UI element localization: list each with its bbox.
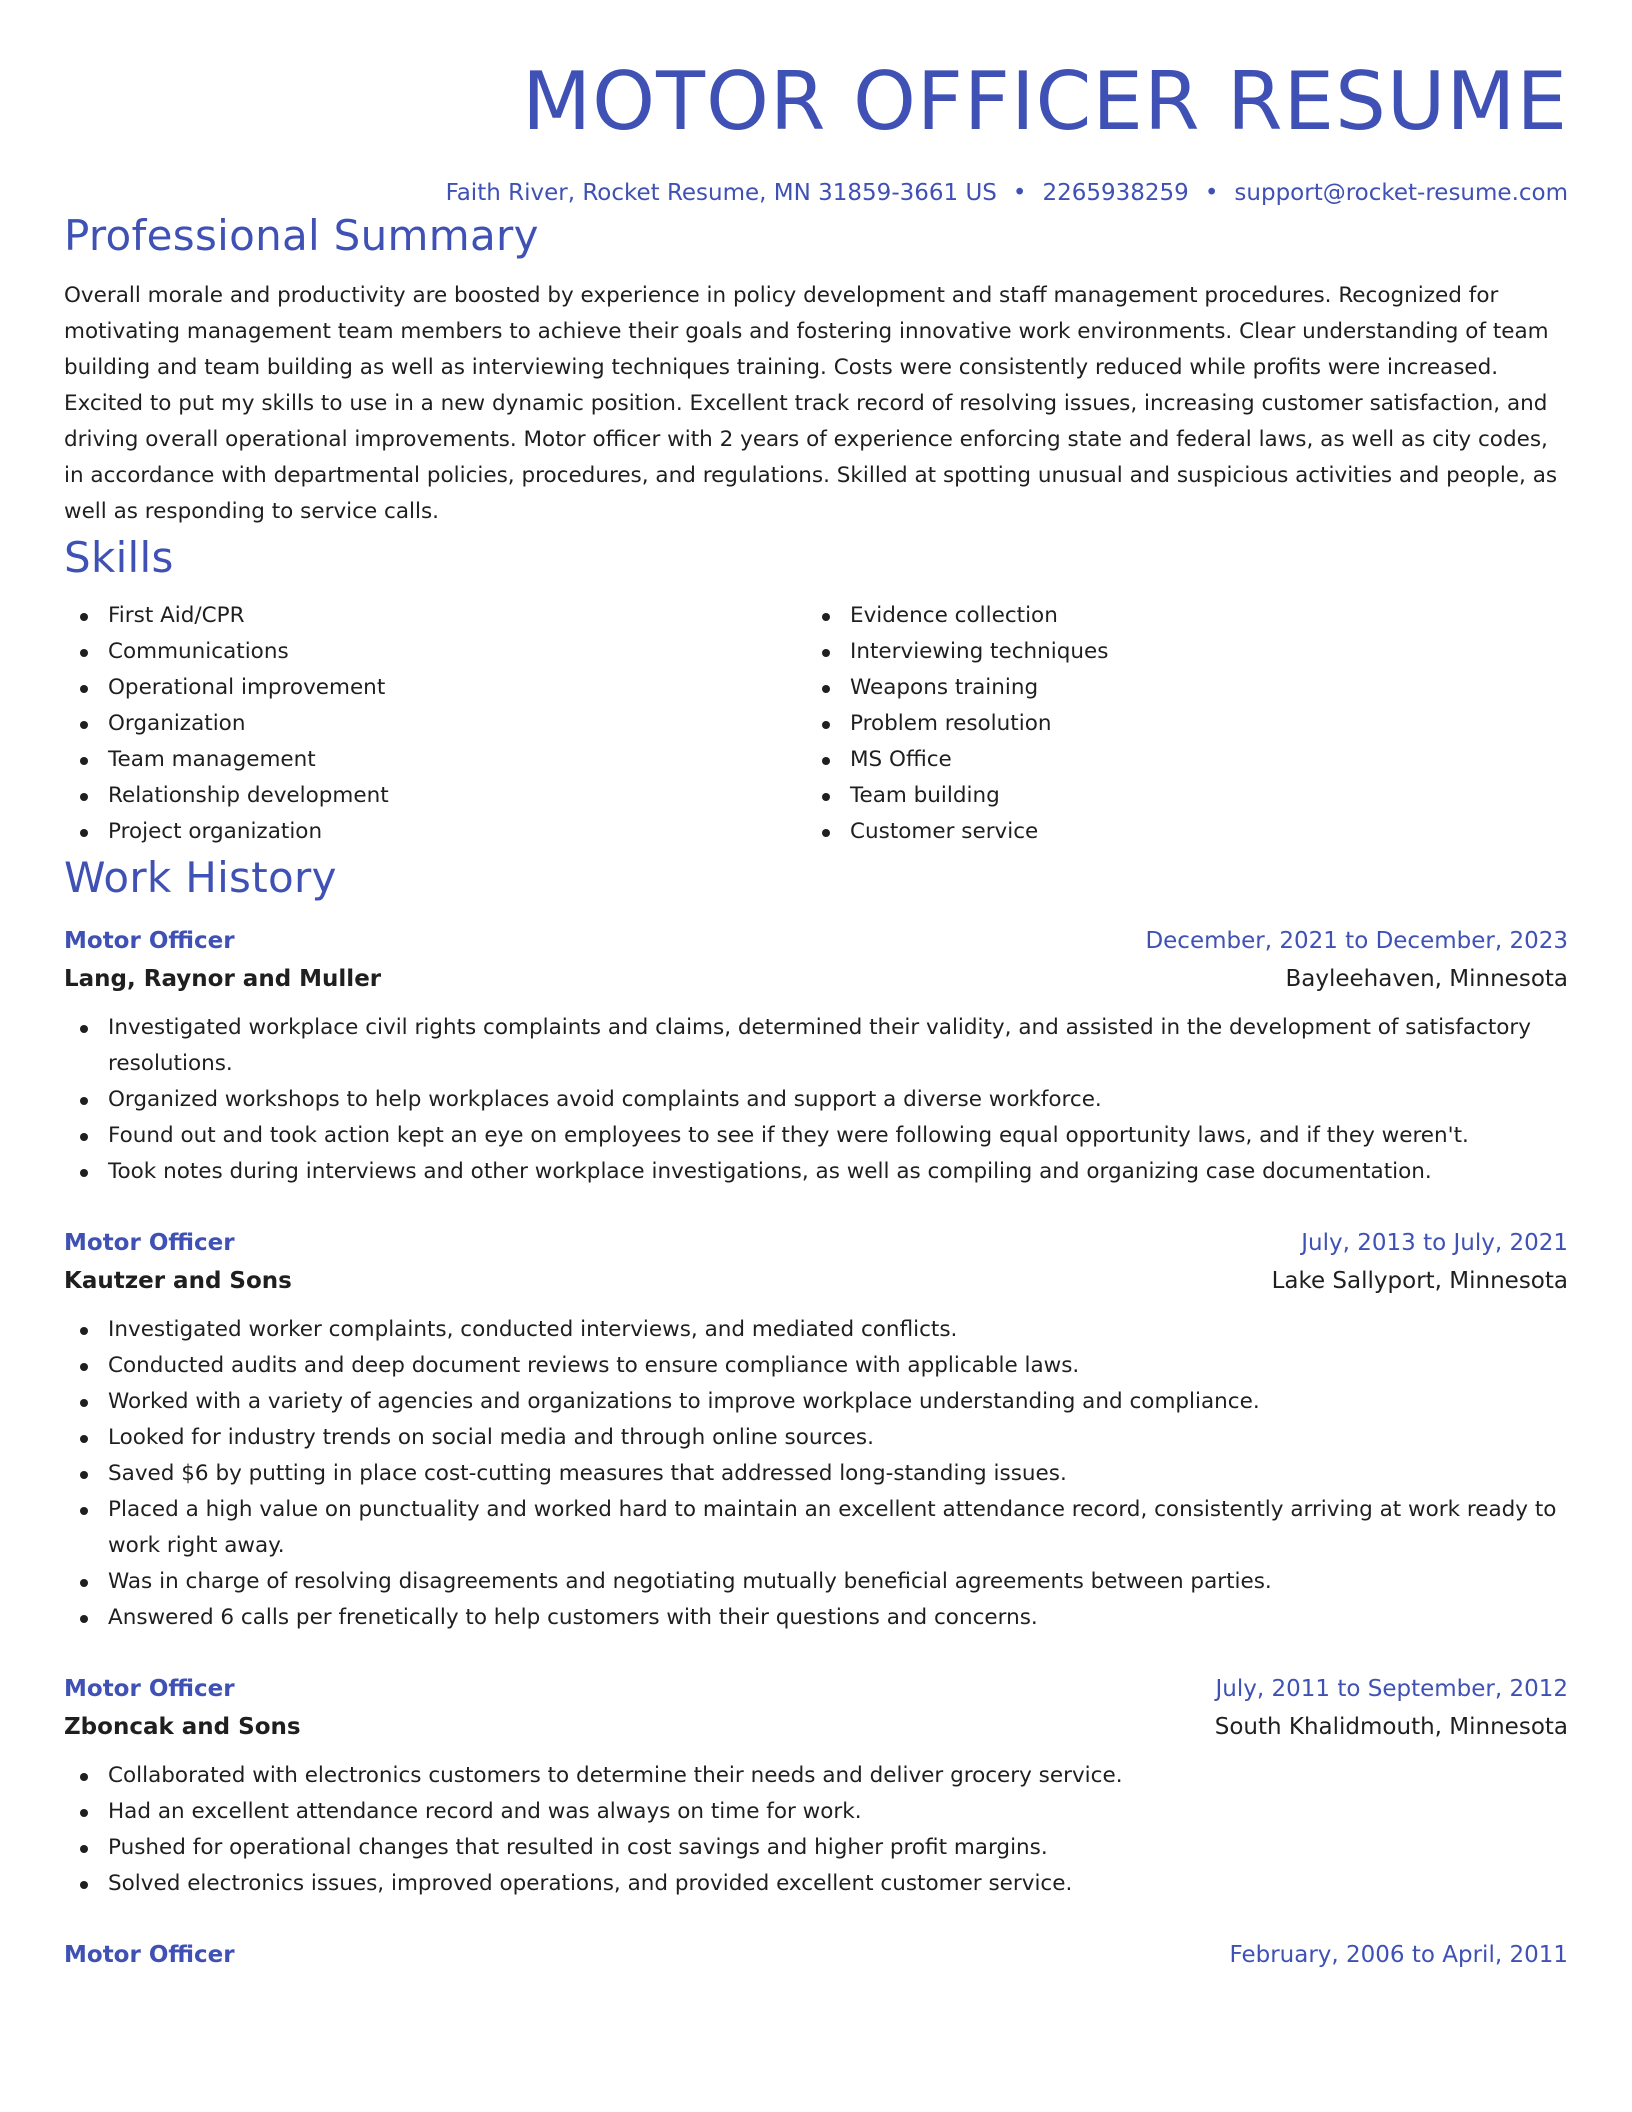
- job-title: Motor Officer: [64, 1676, 235, 1702]
- job-entry: [64, 1936, 1568, 1974]
- duty-item: Solved electronics issues, improved operations, and provided excellent customer service.: [64, 1866, 1568, 1902]
- contact-phone: 2265938259: [1042, 180, 1189, 206]
- skill-item: Team building: [806, 778, 1548, 814]
- summary-text: Overall morale and productivity are boosted by experience in policy development and staff management procedures. Recognized for motivating management team members to achieve their goals and fostering innovative work environments. Clear understanding of team building and team building as well as interviewing techniques training. Costs were consistently reduced while profits were increased. Excited to put my skills to use in a new dynamic position. Excellent track record of resolving issues, increasing customer satisfaction, and driving overall operational improvements. Motor officer with 2 years of experience enforcing state and federal laws, as well as city codes, in accordance with departmental policies, procedures, and regulations. Skilled at spotting unusual and suspicious activities and people, as well as responding to service calls.: [64, 283, 1558, 524]
- summary-heading: Professional Summary: [64, 211, 539, 260]
- job-entry: [64, 1670, 1568, 1902]
- skill-item: Customer service: [806, 814, 1548, 850]
- skill-item: First Aid/CPR: [64, 598, 806, 634]
- duty-item: Looked for industry trends on social media and through online sources.: [64, 1420, 1568, 1456]
- duty-item: Answered 6 calls per frenetically to help customers with their questions and concerns.: [64, 1600, 1568, 1636]
- job-duties: [64, 1312, 1568, 1636]
- job-entry: [64, 922, 1568, 1190]
- skills-list: [64, 598, 1568, 850]
- duty-item: Organized workshops to help workplaces avoid complaints and support a diverse workforce.: [64, 1082, 1568, 1118]
- resume-page: [64, 0, 1568, 1974]
- job-entry: [64, 1224, 1568, 1636]
- job-company: Zboncak and Sons: [64, 1714, 301, 1740]
- job-title: Motor Officer: [64, 1942, 235, 1968]
- contact-address: Faith River, Rocket Resume, MN 31859-3661 US: [445, 180, 997, 206]
- skill-item: Problem resolution: [806, 706, 1548, 742]
- skills-heading: Skills: [64, 533, 174, 582]
- job-company: Lang, Raynor and Muller: [64, 966, 382, 992]
- duty-item: Pushed for operational changes that resulted in cost savings and higher profit margins.: [64, 1830, 1568, 1866]
- contact-separator: •: [1204, 180, 1219, 206]
- duty-item: Investigated worker complaints, conducted interviews, and mediated conflicts.: [64, 1312, 1568, 1348]
- work-history-heading: Work History: [64, 853, 337, 902]
- job-duties: [64, 1010, 1568, 1190]
- skill-item: Evidence collection: [806, 598, 1548, 634]
- job-company: Kautzer and Sons: [64, 1268, 292, 1294]
- job-dates: July, 2011 to September, 2012: [1215, 1676, 1568, 1702]
- job-header: [64, 1670, 1568, 1708]
- duty-item: Conducted audits and deep document reviews to ensure compliance with applicable laws.: [64, 1348, 1568, 1384]
- job-header: [64, 922, 1568, 960]
- skill-item: Organization: [64, 706, 806, 742]
- job-subheader: [64, 1262, 1568, 1300]
- skill-item: Project organization: [64, 814, 806, 850]
- job-dates: February, 2006 to April, 2011: [1229, 1942, 1568, 1968]
- skills-column-left: [64, 598, 806, 850]
- job-header: [64, 1936, 1568, 1974]
- duty-item: Worked with a variety of agencies and organizations to improve workplace understanding and compliance.: [64, 1384, 1568, 1420]
- job-dates: December, 2021 to December, 2023: [1145, 928, 1568, 954]
- skill-item: Communications: [64, 634, 806, 670]
- job-dates: July, 2013 to July, 2021: [1301, 1230, 1568, 1256]
- duty-item: Placed a high value on punctuality and worked hard to maintain an excellent attendance record, consistently arriving at work ready to work right away.: [64, 1492, 1568, 1564]
- duty-item: Saved $6 by putting in place cost-cutting measures that addressed long-standing issues.: [64, 1456, 1568, 1492]
- skill-item: Weapons training: [806, 670, 1548, 706]
- contact-line: [64, 178, 1568, 208]
- skill-item: Interviewing techniques: [806, 634, 1548, 670]
- skills-column-right: [806, 598, 1548, 850]
- job-location: South Khalidmouth, Minnesota: [1214, 1714, 1568, 1740]
- duty-item: Investigated workplace civil rights complaints and claims, determined their validity, and assisted in the development of satisfactory resolutions.: [64, 1010, 1568, 1082]
- job-title: Motor Officer: [64, 928, 235, 954]
- duty-item: Found out and took action kept an eye on employees to see if they were following equal opportunity laws, and if they weren't.: [64, 1118, 1568, 1154]
- job-subheader: [64, 1708, 1568, 1746]
- job-location: Lake Sallyport, Minnesota: [1271, 1268, 1568, 1294]
- skill-item: Operational improvement: [64, 670, 806, 706]
- resume-title: MOTOR OFFICER RESUME: [522, 55, 1568, 148]
- duty-item: Took notes during interviews and other workplace investigations, as well as compiling and organizing case documentation.: [64, 1154, 1568, 1190]
- skill-item: Relationship development: [64, 778, 806, 814]
- duty-item: Had an excellent attendance record and was always on time for work.: [64, 1794, 1568, 1830]
- contact-email: support@rocket-resume.com: [1234, 180, 1568, 206]
- job-duties: [64, 1758, 1568, 1902]
- job-header: [64, 1224, 1568, 1262]
- skill-item: MS Office: [806, 742, 1548, 778]
- duty-item: Collaborated with electronics customers to determine their needs and deliver grocery service.: [64, 1758, 1568, 1794]
- skill-item: Team management: [64, 742, 806, 778]
- contact-separator: •: [1012, 180, 1027, 206]
- duty-item: Was in charge of resolving disagreements and negotiating mutually beneficial agreements between parties.: [64, 1564, 1568, 1600]
- job-location: Bayleehaven, Minnesota: [1285, 966, 1568, 992]
- job-subheader: [64, 960, 1568, 998]
- job-title: Motor Officer: [64, 1230, 235, 1256]
